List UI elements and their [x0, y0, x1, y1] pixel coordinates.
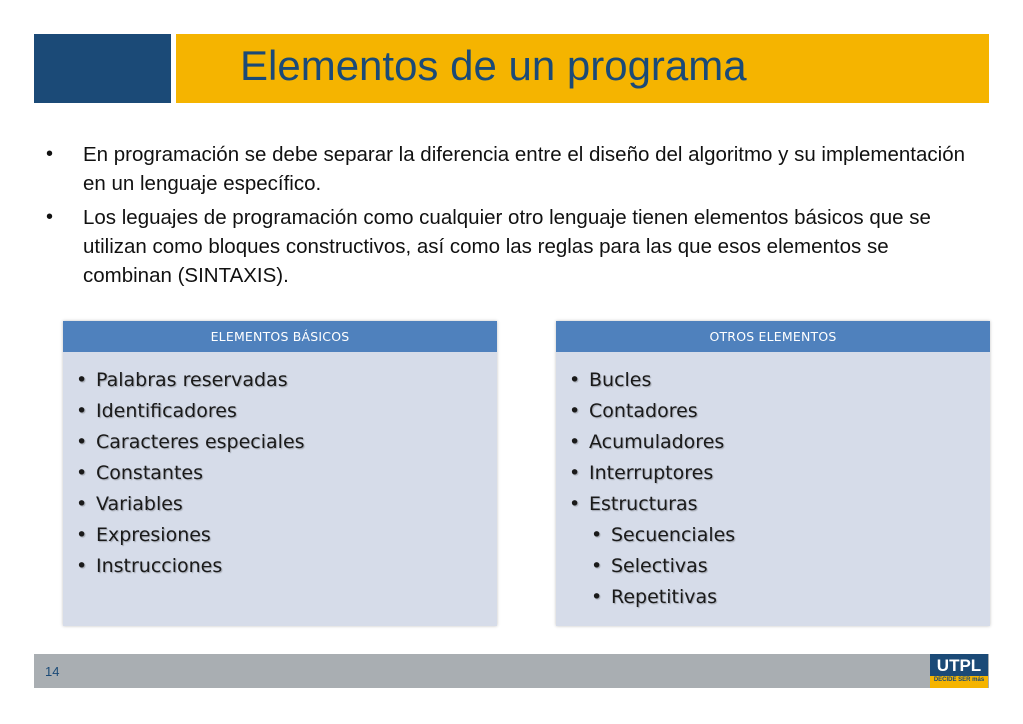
other-elements-box [556, 321, 990, 626]
sub-list-item [591, 582, 990, 613]
list-item [569, 489, 990, 520]
list-item [569, 365, 990, 396]
other-elements-header: OTROS ELEMENTOS [556, 321, 990, 352]
list-item-label: Caracteres especiales [96, 431, 305, 453]
sub-list-item [591, 551, 990, 582]
other-elements-list [556, 352, 990, 613]
sub-list-item-label: Secuenciales [611, 524, 736, 546]
bullet-dot-icon: • [569, 462, 581, 484]
sub-list-item-label: Selectivas [611, 555, 708, 577]
intro-bullet-text: Los leguajes de programación como cualquier otro lenguaje tienen elementos básicos que se utilizan como bloques constructivos, así como las reglas para las que esos elementos se combinan (SINTAXIS). [83, 206, 931, 287]
list-item [569, 458, 990, 489]
list-item [76, 365, 497, 396]
bullet-dot-icon: • [46, 143, 54, 165]
utpl-logo [930, 654, 988, 688]
bullet-dot-icon: • [569, 369, 581, 391]
list-item-label: Expresiones [96, 524, 211, 546]
list-item [569, 427, 990, 458]
list-item [76, 520, 497, 551]
bullet-dot-icon: • [76, 369, 88, 391]
bullet-dot-icon: • [46, 206, 54, 228]
list-item-label: Contadores [589, 400, 698, 422]
list-item-label: Estructuras [589, 493, 698, 515]
list-item [569, 396, 990, 427]
bullet-dot-icon: • [76, 431, 88, 453]
logo-tagline: DECIDE SER más [933, 677, 985, 683]
intro-bullet [42, 203, 972, 290]
list-item-label: Interruptores [589, 462, 714, 484]
list-item-label: Bucles [589, 369, 652, 391]
list-item-label: Palabras reservadas [96, 369, 288, 391]
intro-bullet-list [42, 140, 972, 295]
list-item-label: Instrucciones [96, 555, 223, 577]
bullet-dot-icon: • [76, 493, 88, 515]
list-item-label: Identificadores [96, 400, 237, 422]
bullet-dot-icon: • [569, 493, 581, 515]
list-item-label: Constantes [96, 462, 204, 484]
list-item [76, 396, 497, 427]
list-item [76, 489, 497, 520]
list-item [76, 458, 497, 489]
bullet-dot-icon: • [76, 524, 88, 546]
bullet-dot-icon: • [591, 524, 603, 546]
basic-elements-header: ELEMENTOS BÁSICOS [63, 321, 497, 352]
sub-list-item [591, 520, 990, 551]
header-navy-block [34, 34, 171, 103]
footer-bar [34, 654, 989, 688]
intro-bullet-text: En programación se debe separar la diferencia entre el diseño del algoritmo y su implementación en un lenguaje específico. [83, 143, 965, 195]
basic-elements-box [63, 321, 497, 626]
list-item [76, 427, 497, 458]
list-item-label: Variables [96, 493, 183, 515]
logo-text: UTPL [936, 656, 982, 675]
bullet-dot-icon: • [76, 462, 88, 484]
bullet-dot-icon: • [591, 586, 603, 608]
bullet-dot-icon: • [76, 555, 88, 577]
bullet-dot-icon: • [591, 555, 603, 577]
page-number: 14 [45, 664, 60, 679]
bullet-dot-icon: • [569, 431, 581, 453]
list-item [76, 551, 497, 582]
bullet-dot-icon: • [569, 400, 581, 422]
list-item-label: Acumuladores [589, 431, 725, 453]
intro-bullet [42, 140, 972, 198]
sub-list-item-label: Repetitivas [611, 586, 718, 608]
slide-title: Elementos de un programa [240, 42, 747, 89]
bullet-dot-icon: • [76, 400, 88, 422]
basic-elements-list [63, 352, 497, 582]
